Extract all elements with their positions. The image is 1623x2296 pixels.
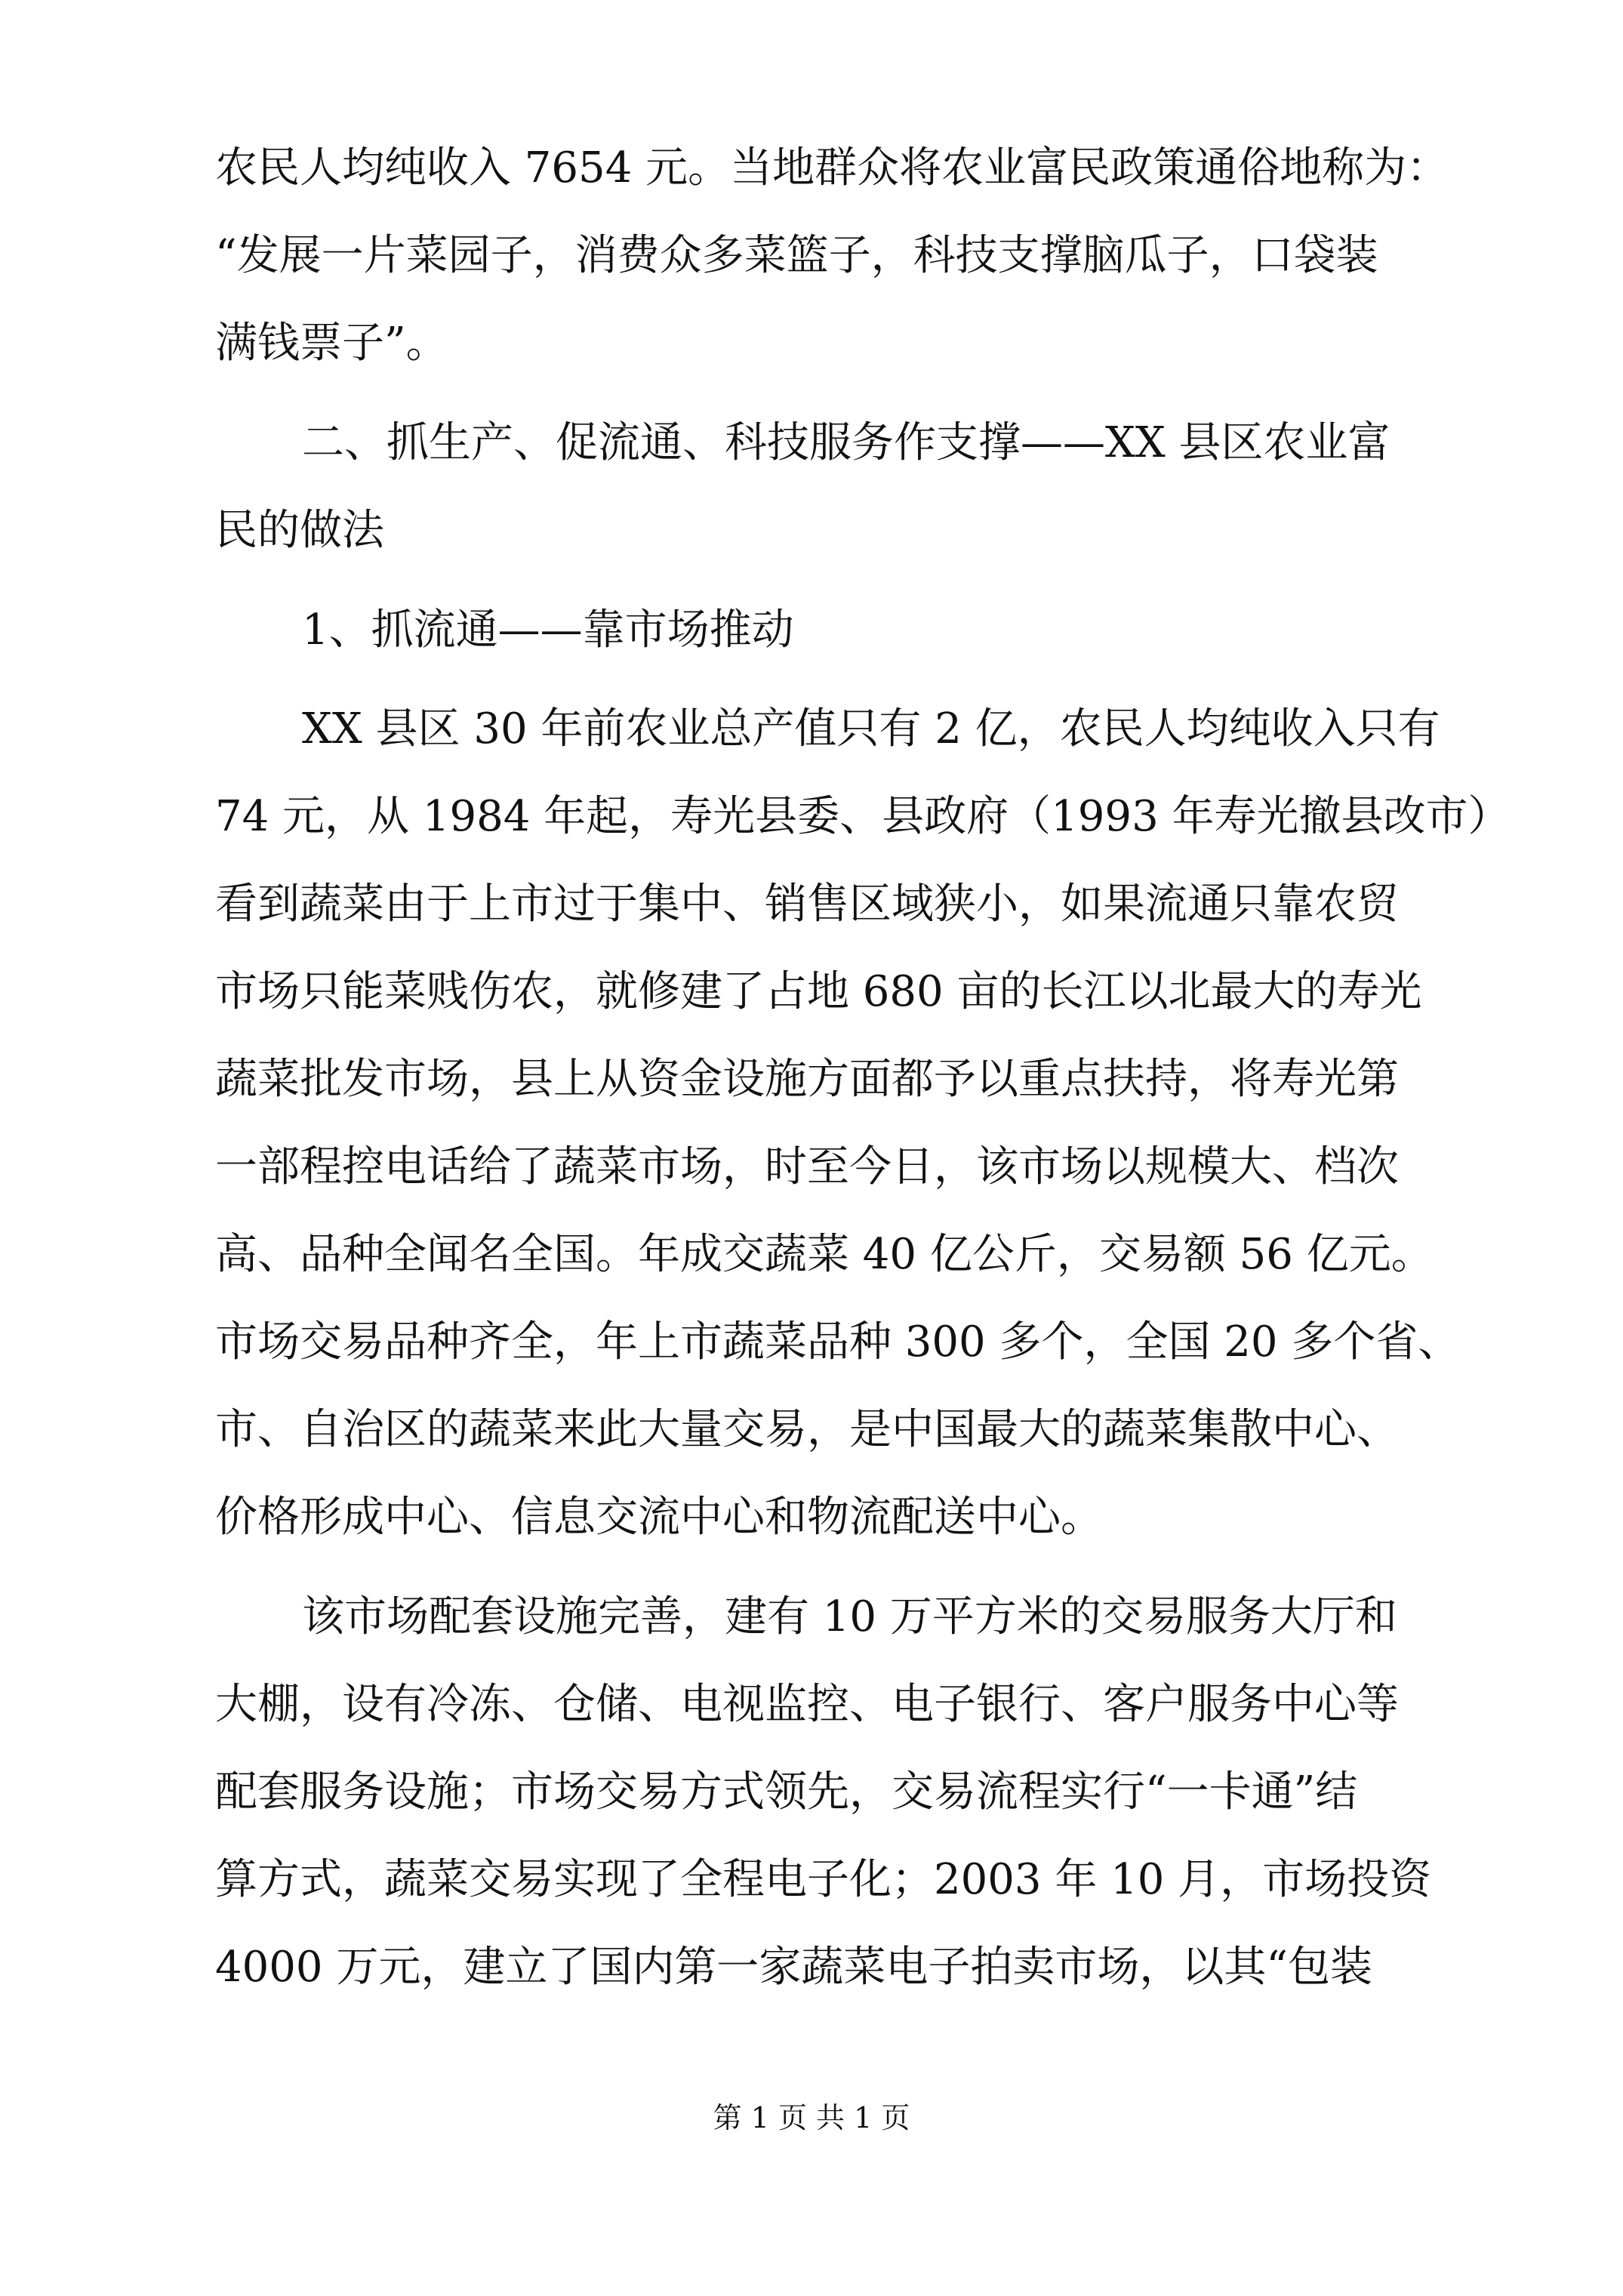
text-line: XX 县区 30 年前农业总产值只有 2 亿，农民人均纯收入只有	[302, 704, 1440, 754]
text-line: 4000 万元，建立了国内第一家蔬菜电子拍卖市场，以其“包装	[215, 1943, 1372, 1992]
section-heading: 二、抓生产、促流通、科技服务作支撑——XX 县区农业富	[302, 418, 1390, 467]
text-line: 价格形成中心、信息交流中心和物流配送中心。	[215, 1493, 1103, 1542]
text-line: 市场只能菜贱伤农，就修建了占地 680 亩的长江以北最大的寿光	[215, 967, 1422, 1016]
text-line: 市场交易品种齐全，年上市蔬菜品种 300 多个，全国 20 多个省、	[215, 1318, 1461, 1367]
text-line: 大棚，设有冷冻、仓储、电视监控、电子银行、客户服务中心等	[215, 1680, 1399, 1729]
text-line: 高、品种全闻名全国。年成交蔬菜 40 亿公斤，交易额 56 亿元。	[215, 1230, 1434, 1279]
text-line: 农民人均纯收入 7654 元。当地群众将农业富民政策通俗地称为：	[215, 143, 1449, 193]
text-line: 一部程控电话给了蔬菜市场，时至今日，该市场以规模大、档次	[215, 1142, 1399, 1191]
text-line: 市、自治区的蔬菜来此大量交易，是中国最大的蔬菜集散中心、	[215, 1405, 1399, 1454]
page-footer: 第 1 页 共 1 页	[713, 2101, 910, 2134]
text-line: 看到蔬菜由于上市过于集中、销售区域狭小，如果流通只靠农贸	[215, 880, 1399, 929]
text-line: 配套服务设施；市场交易方式领先，交易流程实行“一卡通”结	[215, 1767, 1358, 1817]
text-line: 满钱票子”。	[215, 319, 448, 368]
section-heading-continued: 民的做法	[215, 506, 384, 555]
subsection-heading: 1、抓流通——靠市场推动	[302, 606, 794, 655]
text-line: 蔬菜批发市场，县上从资金设施方面都予以重点扶持，将寿光第	[215, 1055, 1399, 1104]
text-line: 该市场配套设施完善，建有 10 万平方米的交易服务大厅和	[302, 1592, 1397, 1641]
text-line: 算方式，蔬菜交易实现了全程电子化；2003 年 10 月，市场投资	[215, 1855, 1432, 1904]
text-line: 74 元，从 1984 年起，寿光县委、县政府（1993 年寿光撤县改市）	[215, 792, 1511, 841]
text-line: “发展一片菜园子，消费众多菜篮子，科技支撑脑瓜子，口袋装	[215, 231, 1378, 280]
